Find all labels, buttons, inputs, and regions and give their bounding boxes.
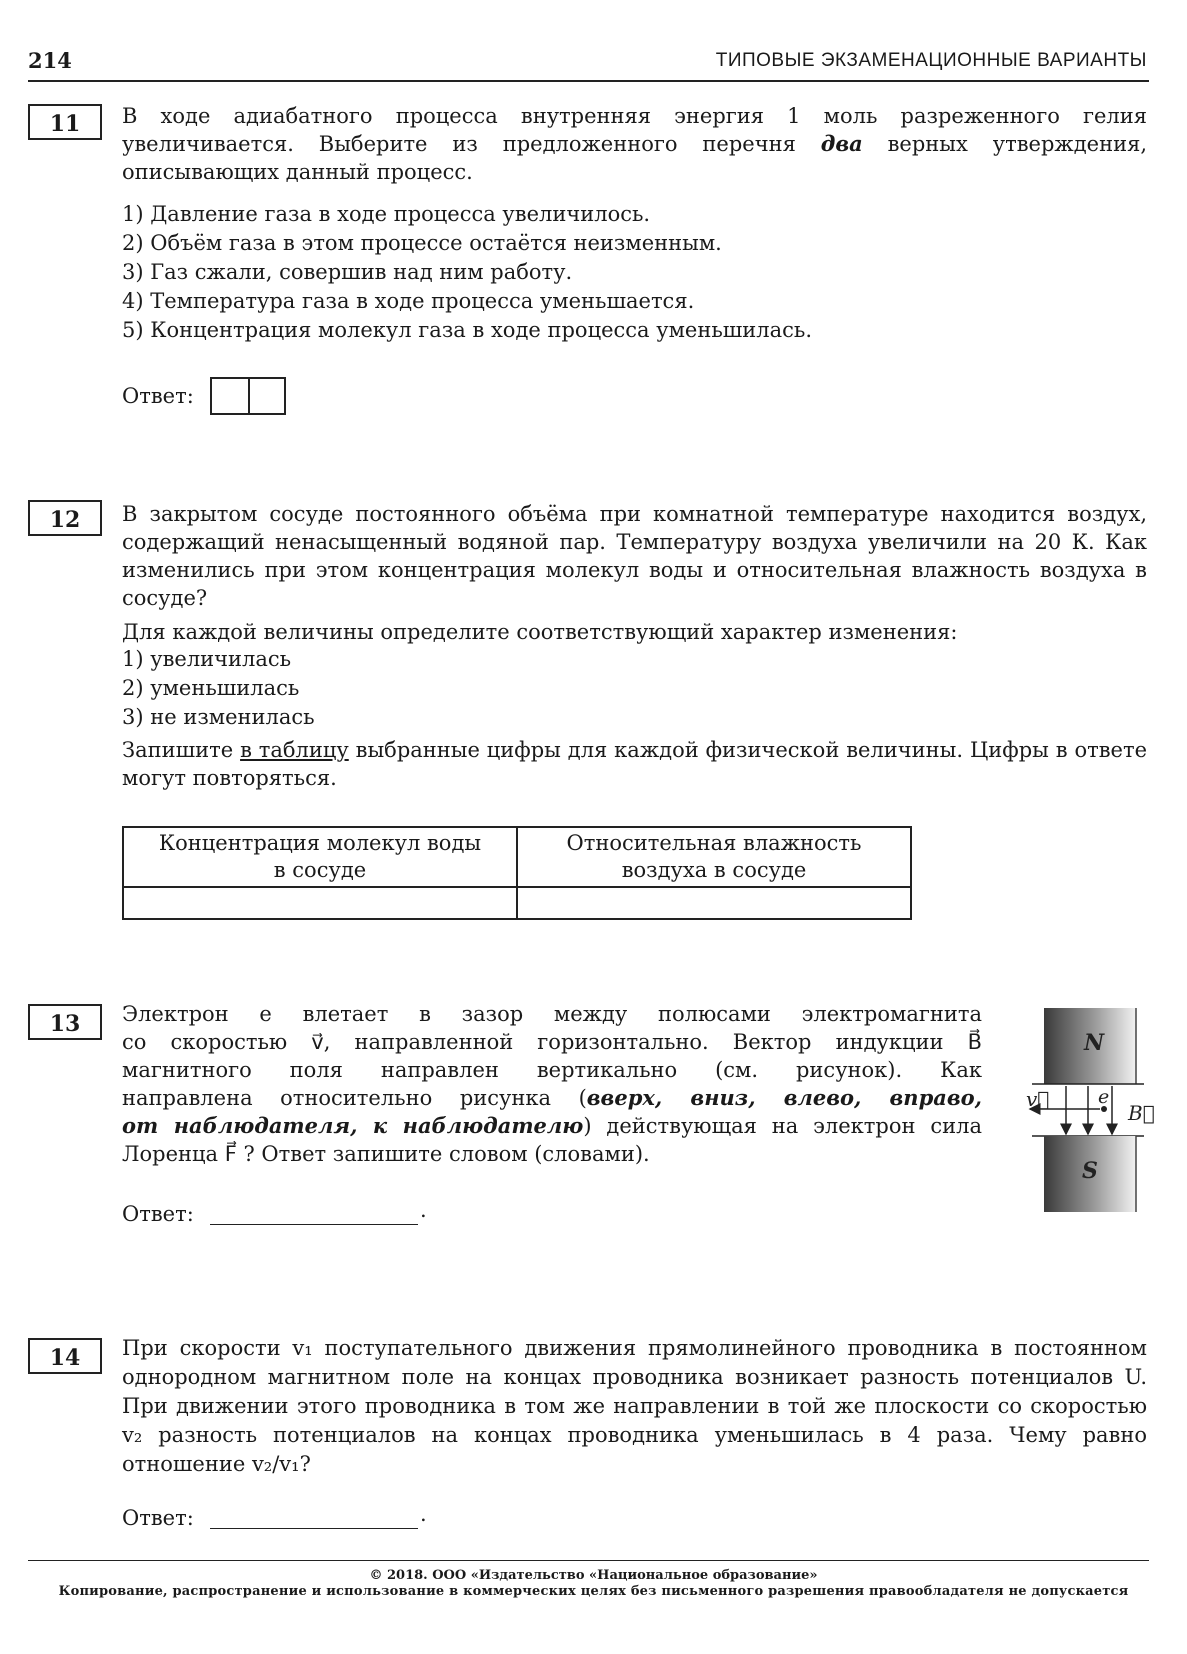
question-number-13: 13 [28,1004,102,1040]
question-14-text: При скорости v₁ поступательного движения прямолинейного проводника в постоянном однородном магнитном поле на концах проводника возникает разность потенциалов U. При движении этого проводника в том же направлении в той же плоскости со скоростью v₂ разность потенциалов на концах проводника уменьшилась в 4 раза. Чему равно отношение v₂/v₁? [122,1336,1147,1476]
electromagnet-figure [1012,1006,1155,1216]
q13-line4-before: направлена относительно рисунка ( [122,1086,587,1110]
question-number-11: 11 [28,104,102,140]
question-12-options [122,645,315,732]
q13-line5-emphasis: от наблюдателя, к наблюдателю [122,1113,584,1138]
copyright-line: © 2018. ООО «Издательство «Национальное образование» [369,1568,818,1583]
option-item: 2) Объём газа в этом процессе остаётся неизменным. [122,231,722,255]
q13-line: Электрон e влетает в зазор между полюсами электромагнита [122,1002,982,1026]
question-11-options [122,200,812,345]
q12-write-after: выбранные цифры для каждой физической величины. Цифры в ответе могут повторяться. [122,738,1148,790]
north-label: N [1084,1030,1105,1056]
q11-emphasis: два [820,131,863,156]
answer-label-14: Ответ: [122,1506,194,1530]
answer-label-11: Ответ: [122,384,194,408]
answer-period-14: . [420,1502,427,1526]
q13-line [122,1084,982,1112]
q12-write-before: Запишите [122,738,241,762]
question-12-write-instruction [122,736,1147,792]
answer-box-11[interactable] [210,377,286,415]
q12-write-link: в таблицу [240,738,349,762]
option-item: 3) не изменилась [122,705,315,729]
option-item: 2) уменьшилась [122,676,300,700]
table-answer-row [123,887,911,919]
electron-label: e [1098,1086,1110,1108]
copyright-notice: Копирование, распространение и использование в коммерческих целях без письменного разрешения правообладателя не допускается [58,1584,1129,1599]
page-number: 214 [28,48,72,73]
question-11-text [122,102,1147,186]
answer-label-13: Ответ: [122,1202,194,1226]
question-13-text [122,1000,982,1168]
answer-line-14[interactable] [210,1528,418,1529]
table-header-cell [123,827,517,887]
table-header-row [123,827,911,887]
option-item: 3) Газ сжали, совершив над ним работу. [122,260,573,284]
table-header-cell [517,827,911,887]
option-item: 4) Температура газа в ходе процесса уменьшается. [122,289,695,313]
q11-text-after: верных утверждения, описывающих данный процесс. [122,132,1147,184]
header-line: воздуха в сосуде [621,858,807,882]
running-title: ТИПОВЫЕ ЭКЗАМЕНАЦИОННЫЕ ВАРИАНТЫ [715,50,1147,71]
q11-text-before: В ходе адиабатного процесса внутренняя энергия 1 моль разреженного гелия увеличивается. Выберите из предложенного перечня [122,104,1147,156]
answer-cell[interactable] [123,887,517,919]
header-line: Относительная влажность [566,831,862,855]
option-item: 1) увеличилась [122,647,292,671]
field-label: B⃗ [1128,1101,1155,1125]
answer-cell[interactable] [248,379,284,413]
header-line: в сосуде [273,858,367,882]
answer-table-12 [122,826,912,920]
velocity-label: v⃗ [1026,1087,1050,1111]
answer-period-13: . [420,1198,427,1222]
q13-line [122,1112,982,1140]
q13-line: со скоростью v⃗, направленной горизонтально. Вектор индукции B⃗ [122,1030,982,1054]
question-12-text: В закрытом сосуде постоянного объёма при комнатной температуре находится воздух, содержащий ненасыщенный водяной пар. Температуру воздуха увеличили на 20 К. Как изменились при этом концентрация молекул воды и относительная влажность воздуха в сосуде? [122,502,1147,610]
footer-divider [28,1560,1149,1561]
header-line: Концентрация молекул воды [158,831,482,855]
q13-line: магнитного поля направлен вертикально (см. рисунок). Как [122,1058,982,1082]
option-item: 1) Давление газа в ходе процесса увеличилось. [122,202,651,226]
q13-line: Лоренца F⃗ ? Ответ запишите словом (словами). [122,1142,650,1166]
answer-line-13[interactable] [210,1224,418,1225]
option-item: 5) Концентрация молекул газа в ходе процесса уменьшилась. [122,318,813,342]
q13-line5-after: ) действующая на электрон сила [583,1114,983,1138]
question-number-12: 12 [28,500,102,536]
header-divider [28,80,1149,82]
south-label: S [1082,1158,1098,1184]
question-12-instruction: Для каждой величины определите соответствующий характер изменения: [122,620,958,644]
question-number-14: 14 [28,1338,102,1374]
q13-line4-emphasis: вверх, вниз, влево, вправо, [586,1085,982,1110]
answer-cell[interactable] [517,887,911,919]
answer-cell[interactable] [212,379,248,413]
